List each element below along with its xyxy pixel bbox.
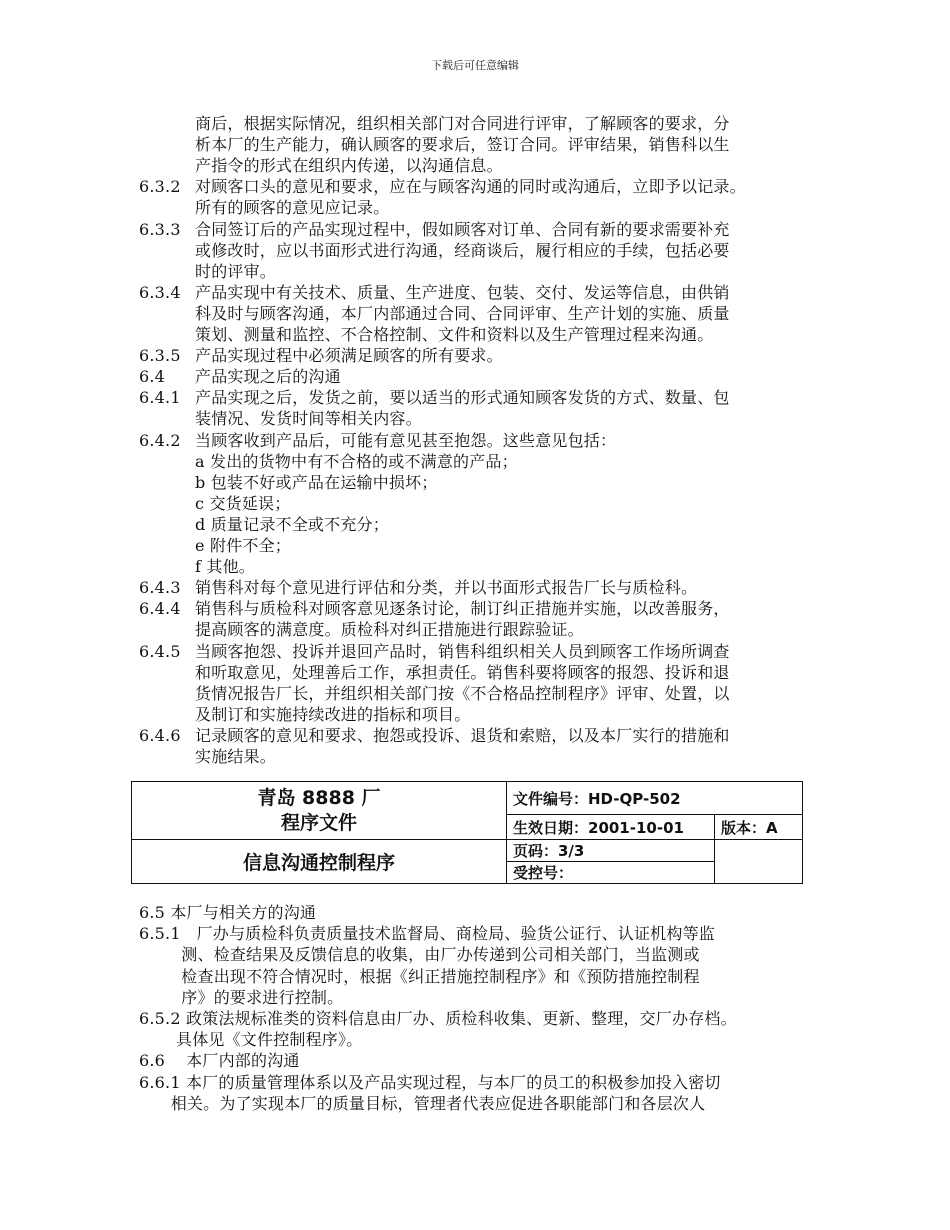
body-text-line: 产指令的形式在组织内传递，以沟通信息。 <box>195 156 503 176</box>
body-text-line: 具体见《文件控制程序》。 <box>139 1030 363 1050</box>
body-text-line: 相关。为了实现本厂的质量目标，管理者代表应促进各职能部门和各层次人 <box>139 1093 706 1113</box>
section-number: 6.4.6 <box>139 725 181 745</box>
body-text-line: 及制订和实施持续改进的指标和项目。 <box>195 704 471 724</box>
body-text-line: 或修改时，应以书面形式进行沟通，经商谈后，履行相应的手续，包括必要 <box>195 240 730 260</box>
document-header-table <box>131 781 803 884</box>
section-number: 6.3.2 <box>139 177 181 197</box>
body-text-line: 合同签订后的产品实现过程中，假如顾客对订单、合同有新的要求需要补充 <box>195 219 730 239</box>
body-text-line: 所有的顾客的意见应记录。 <box>195 198 390 218</box>
body-text-line: 析本厂的生产能力，确认顾客的要求后，签订合同。评审结果，销售科以生 <box>195 135 730 155</box>
effective-date: 生效日期：2001-10-01 <box>507 815 715 840</box>
body-text-line: 检查出现不符合情况时，根据《纠正措施控制程序》和《预防措施控制程 <box>139 966 700 986</box>
body-text-line: 序》的要求进行控制。 <box>139 987 344 1007</box>
body-text-line: 6.5 本厂与相关方的沟通 <box>139 903 317 922</box>
company-name: 青岛 8888 厂 <box>257 786 381 809</box>
company-cell <box>132 782 507 840</box>
section-number: 6.4.4 <box>139 599 181 619</box>
body-text-line: 策划、测量和监控、不合格控制、文件和资料以及生产管理过程来沟通。 <box>195 325 714 344</box>
body-text-line: c 交货延误； <box>195 493 291 513</box>
body-text-line: b 包装不好或产品在运输中损坏； <box>195 472 438 492</box>
body-text-line: d 质量记录不全或不充分； <box>195 514 389 534</box>
body-text-line: 当顾客抱怨、投诉并退回产品时，销售科组织相关人员到顾客工作场所调查 <box>195 641 730 661</box>
body-text-line: 和听取意见，处理善后工作，承担责任。销售科要将顾客的报怨、投诉和退 <box>195 662 730 682</box>
body-text-line: 提高顾客的满意度。质检科对纠正措施进行跟踪验证。 <box>195 620 584 640</box>
section-number: 6.4.5 <box>139 641 181 661</box>
document-number: 文件编号：HD-QP-502 <box>507 782 803 815</box>
body-text-line: 记录顾客的意见和要求、抱怨或投诉、退货和索赔，以及本厂实行的措施和 <box>195 725 730 745</box>
body-text-line: 销售科与质检科对顾客意见逐条讨论，制订纠正措施并实施，以改善服务， <box>195 599 730 619</box>
body-text-line: a 发出的货物中有不合格的或不满意的产品； <box>195 451 518 471</box>
body-text-line: 6.6 本厂内部的沟通 <box>139 1051 300 1071</box>
body-text-line: 6.5.2 政策法规标准类的资料信息由厂办、质检科收集、更新、整理，交厂办存档。 <box>139 1009 737 1028</box>
body-text-line: e 附件不全； <box>195 536 291 555</box>
body-text-line: 6.6.1 本厂的质量管理体系以及产品实现过程，与本厂的员工的积极参加投入密切 <box>139 1072 721 1092</box>
body-text-line: 装情况、发货时间等相关内容。 <box>195 409 422 429</box>
body-text-line: 销售科对每个意见进行评估和分类，并以书面形式报告厂长与质检科。 <box>195 578 698 598</box>
body-text-line: 商后，根据实际情况，组织相关部门对合同进行评审，了解顾客的要求，分 <box>195 114 730 133</box>
section-number: 6.4.2 <box>139 430 181 450</box>
body-text-line: 科及时与顾客沟通，本厂内部通过合同、合同评审、生产计划的实施、质量 <box>195 303 730 323</box>
body-text-line: 产品实现中有关技术、质量、生产进度、包装、交付、发运等信息，由供销 <box>195 282 730 302</box>
body-text-line: 6.5.1 厂办与质检科负责质量技术监督局、商检局、验货公证行、认证机构等监 <box>139 924 715 944</box>
body-text-line: 产品实现之后，发货之前，要以适当的形式通知顾客发货的方式、数量、包 <box>195 388 730 408</box>
section-number: 6.4 <box>139 367 166 387</box>
controlled-number: 受控号： <box>507 862 715 884</box>
body-text-line: 时的评审。 <box>195 261 277 281</box>
body-text-line: 实施结果。 <box>195 747 277 766</box>
body-text-line: 产品实现过程中必须满足顾客的所有要求。 <box>195 346 503 366</box>
section-number: 6.4.1 <box>139 388 181 408</box>
page-header-note: 下载后可任意编辑 <box>431 59 519 72</box>
page-number: 页码：3/3 <box>507 840 715 862</box>
blank-cell <box>715 840 803 884</box>
body-text-line: 对顾客口头的意见和要求，应在与顾客沟通的同时或沟通后，立即予以记录。 <box>195 177 746 197</box>
procedure-title: 信息沟通控制程序 <box>132 840 507 884</box>
version: 版本：A <box>715 815 803 840</box>
section-number: 6.3.5 <box>139 346 181 366</box>
body-text-line: 当顾客收到产品后，可能有意见甚至抱怨。这些意见包括： <box>195 430 617 450</box>
section-number: 6.4.3 <box>139 578 181 598</box>
body-text-line: 产品实现之后的沟通 <box>195 367 341 387</box>
body-text-line: 货情况报告厂长，并组织相关部门按《不合格品控制程序》评审、处置，以 <box>195 683 730 703</box>
body-text-line: 测、检查结果及反馈信息的收集，由厂办传递到公司相关部门，当监测或 <box>139 945 700 965</box>
document-type: 程序文件 <box>280 811 357 834</box>
section-number: 6.3.4 <box>139 282 181 302</box>
body-text-line: f 其他。 <box>195 557 256 577</box>
section-number: 6.3.3 <box>139 219 181 239</box>
